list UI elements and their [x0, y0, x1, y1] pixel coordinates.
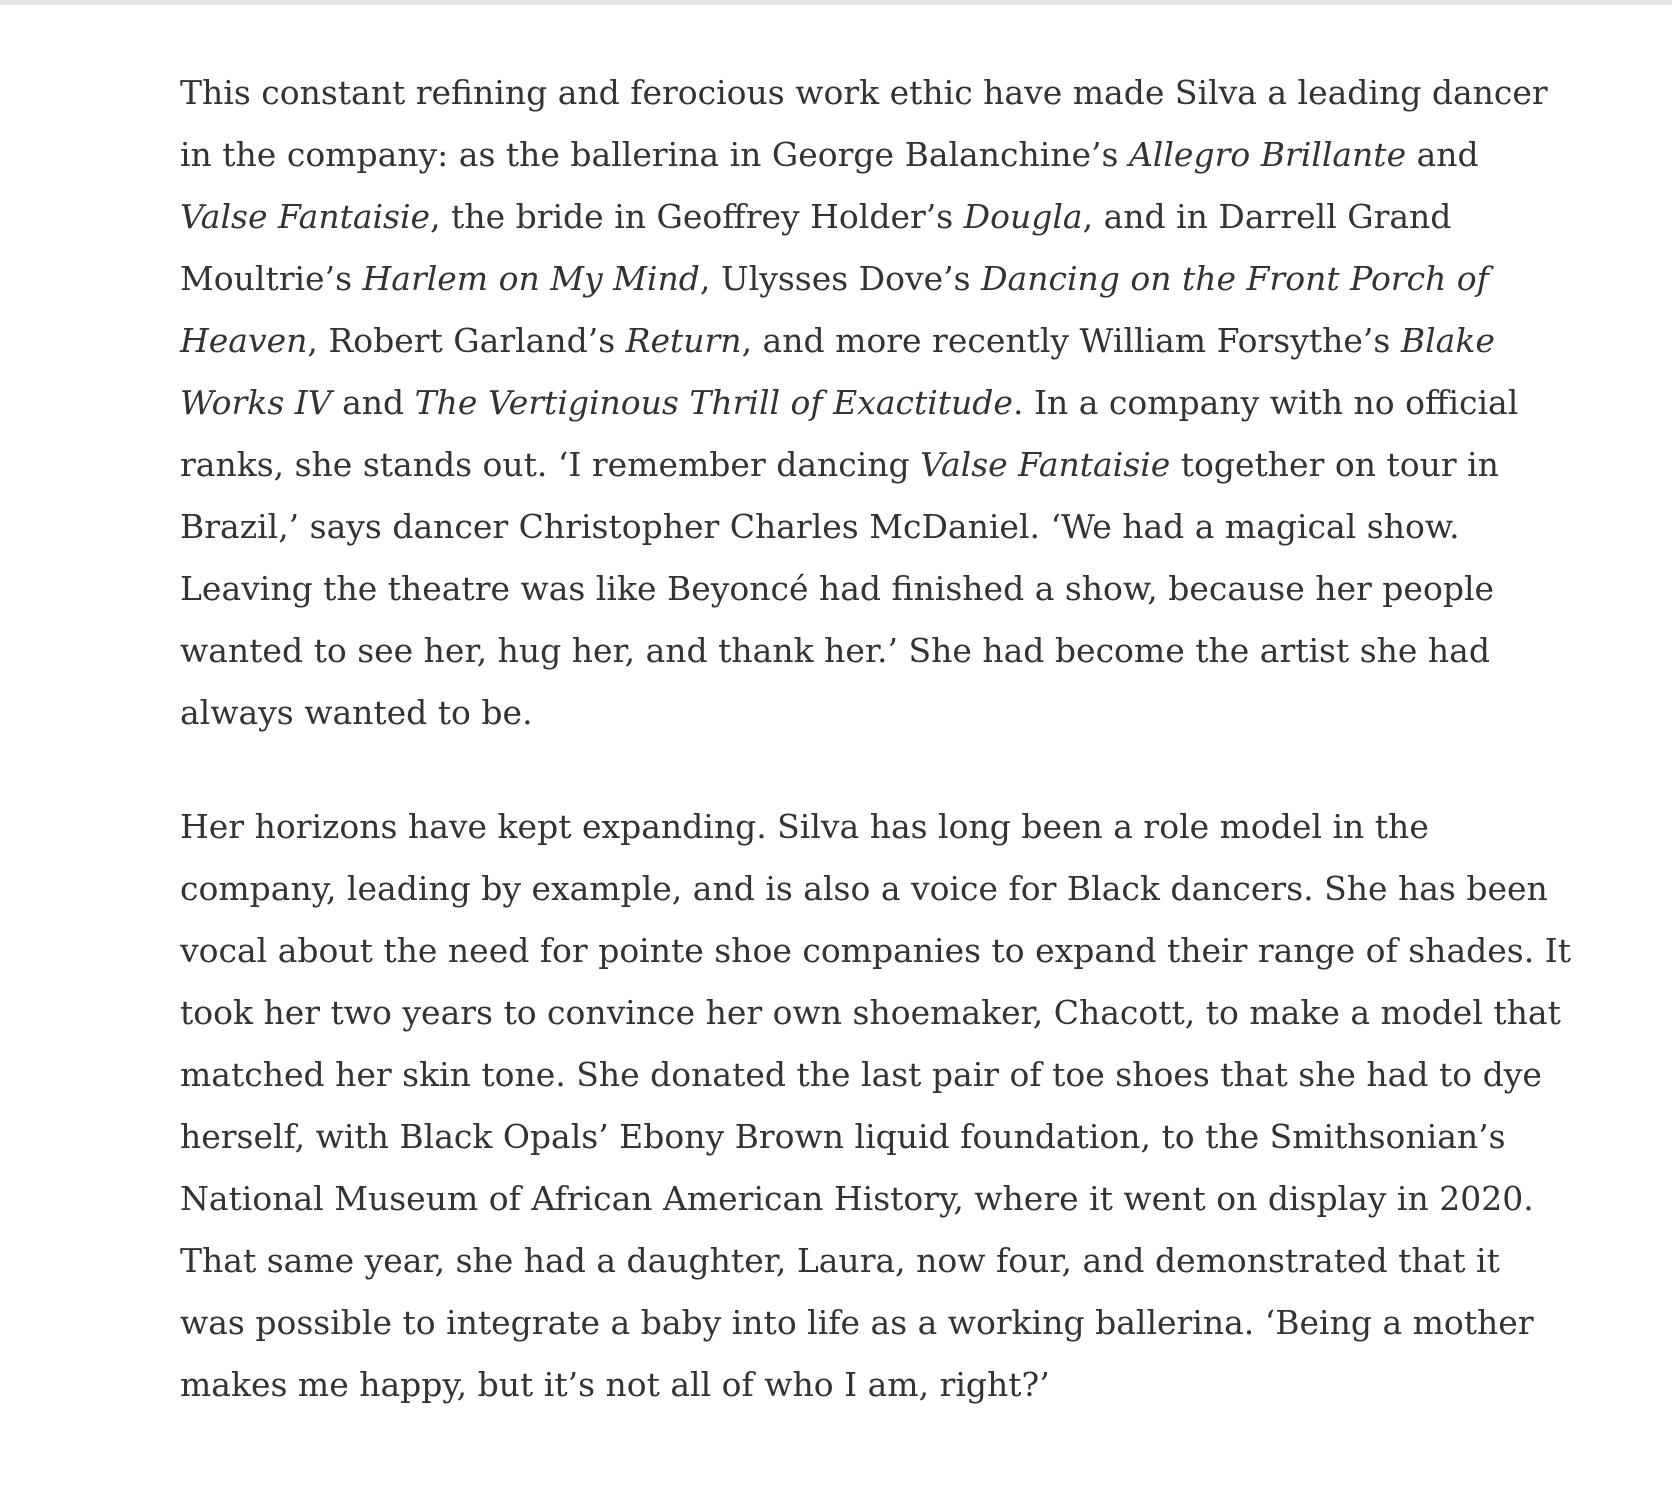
work-title-text: Works IV: [180, 383, 332, 422]
work-title-text: Allegro Brillante: [1128, 135, 1407, 174]
paragraph-line: [180, 1292, 1534, 1354]
paragraph-line: [180, 1230, 1500, 1292]
body-text: Brazil,’ says dancer Christopher Charles McDaniel. ‘We had a magical show.: [180, 507, 1460, 546]
work-title-text: Dancing on the Front Porch of: [981, 259, 1489, 298]
work-title-text: Heaven: [180, 321, 308, 360]
body-text: in the company: as the ballerina in George Balanchine’s: [180, 135, 1129, 174]
body-text: , Ulysses Dove’s: [699, 259, 982, 298]
body-text: Moultrie’s: [180, 259, 363, 298]
paragraph-line: [180, 982, 1561, 1044]
body-text: and: [1406, 135, 1479, 174]
body-text: wanted to see her, hug her, and thank her.’ She had become the artist she had: [180, 631, 1490, 670]
paragraph-line: [180, 1044, 1542, 1106]
article-paragraph: [180, 796, 1571, 1416]
paragraph-line: [180, 1106, 1506, 1168]
body-text: took her two years to convince her own shoemaker, Chacott, to make a model that: [180, 993, 1561, 1032]
work-title-text: Dougla: [963, 197, 1083, 236]
paragraph-line: [180, 372, 1519, 434]
paragraph-line: [180, 620, 1490, 682]
body-text: ranks, she stands out. ‘I remember dancing: [180, 445, 921, 484]
top-divider: [0, 0, 1672, 5]
paragraph-line: [180, 62, 1548, 124]
paragraph-line: [180, 248, 1489, 310]
body-text: That same year, she had a daughter, Laura, now four, and demonstrated that it: [180, 1241, 1500, 1280]
body-text: , and more recently William Forsythe’s: [741, 321, 1401, 360]
body-text: Her horizons have kept expanding. Silva has long been a role model in the: [180, 807, 1429, 846]
paragraph-line: [180, 920, 1571, 982]
work-title-text: Valse Fantaisie: [180, 197, 431, 236]
work-title-text: Harlem on My Mind: [362, 259, 700, 298]
paragraph-line: [180, 796, 1480, 858]
body-text: This constant refining and ferocious work ethic have made Silva a leading dancer: [180, 73, 1548, 112]
work-title-text: Return: [625, 321, 742, 360]
paragraph-line: [180, 1354, 1480, 1416]
body-text: , Robert Garland’s: [307, 321, 626, 360]
work-title-text: The Vertiginous Thrill of Exactitude: [414, 383, 1013, 422]
paragraph-line: [180, 682, 1480, 744]
article-body: [180, 62, 1571, 1468]
paragraph-line: [180, 558, 1495, 620]
work-title-text: Valse Fantaisie: [920, 445, 1171, 484]
body-text: , the bride in Geoffrey Holder’s: [430, 197, 964, 236]
body-text: matched her skin tone. She donated the last pair of toe shoes that she had to dye: [180, 1055, 1542, 1094]
body-text: together on tour in: [1170, 445, 1499, 484]
body-text: always wanted to be.: [180, 693, 533, 732]
body-text: , and in Darrell Grand: [1082, 197, 1452, 236]
paragraph-line: [180, 434, 1499, 496]
body-text: Leaving the theatre was like Beyoncé had finished a show, because her people: [180, 569, 1495, 608]
work-title-text: Blake: [1400, 321, 1495, 360]
body-text: and: [331, 383, 415, 422]
body-text: vocal about the need for pointe shoe companies to expand their range of shades. It: [180, 931, 1571, 970]
body-text: herself, with Black Opals’ Ebony Brown liquid foundation, to the Smithsonian’s: [180, 1117, 1506, 1156]
body-text: . In a company with no official: [1012, 383, 1519, 422]
paragraph-line: [180, 124, 1480, 186]
body-text: was possible to integrate a baby into life as a working ballerina. ‘Being a mother: [180, 1303, 1534, 1342]
paragraph-line: [180, 186, 1480, 248]
paragraph-line: [180, 1168, 1534, 1230]
body-text: company, leading by example, and is also a voice for Black dancers. She has been: [180, 869, 1548, 908]
body-text: makes me happy, but it’s not all of who I am, right?’: [180, 1365, 1050, 1404]
article-paragraph: [180, 62, 1548, 744]
paragraph-line: [180, 310, 1495, 372]
paragraph-line: [180, 858, 1548, 920]
body-text: National Museum of African American History, where it went on display in 2020.: [180, 1179, 1534, 1218]
paragraph-line: [180, 496, 1480, 558]
